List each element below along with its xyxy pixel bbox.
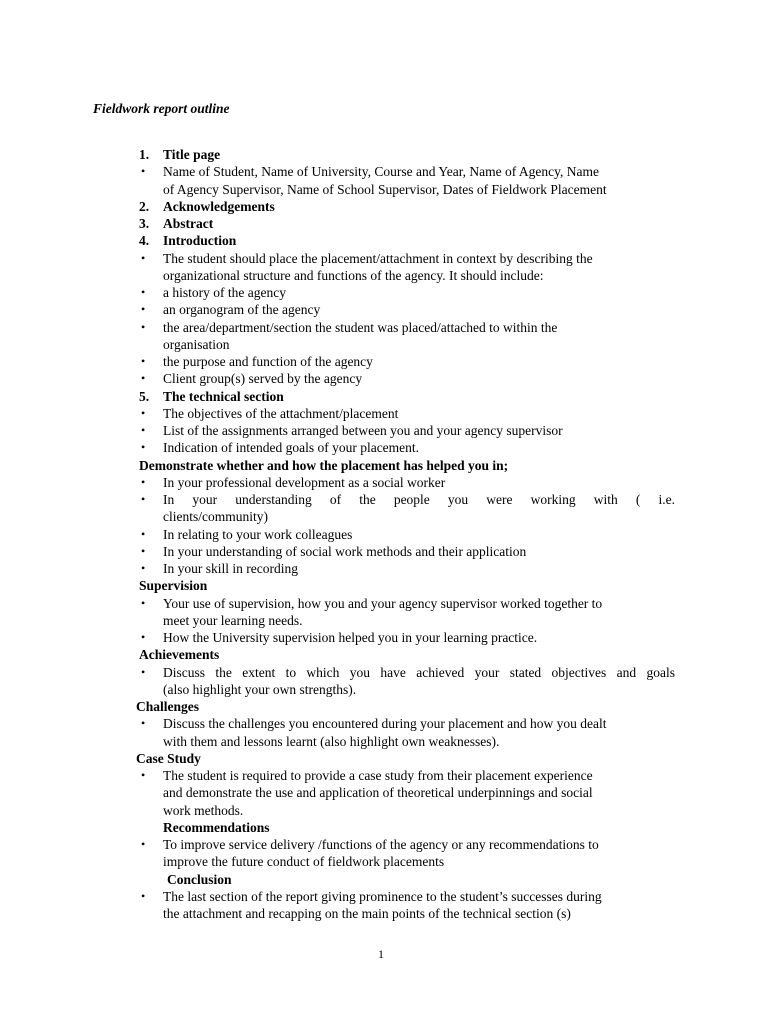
line-text: The technical section: [163, 388, 284, 404]
line-text: List of the assignments arranged between you and your agency supervisor: [163, 423, 563, 438]
bullet-icon: •: [141, 440, 146, 455]
line-text: with them and lessons learnt (also highlight own weaknesses).: [163, 733, 500, 749]
bullet-icon: •: [141, 664, 146, 679]
line-text: and demonstrate the use and application of theoretical underpinnings and social: [163, 785, 593, 801]
line-text: an organogram of the agency: [163, 302, 321, 318]
line-text: Abstract: [163, 216, 214, 231]
item-number: 5.: [139, 388, 150, 404]
line-text: The student is required to provide a case study from their placement experience: [163, 768, 593, 783]
bullet-icon: •: [141, 405, 146, 420]
item-number: 4.: [139, 233, 150, 249]
item-number: 1.: [139, 147, 150, 162]
line-text: To improve service delivery /functions of the agency or any recommendations to: [163, 837, 599, 852]
line-text: Name of Student, Name of University, Course and Year, Name of Agency, Name: [163, 164, 599, 180]
bullet-icon: •: [141, 595, 146, 610]
line-text: organizational structure and functions of the agency. It should include:: [163, 267, 544, 283]
bullet-icon: •: [141, 423, 146, 437]
bullet-icon: •: [141, 630, 146, 644]
bullet-icon: •: [141, 888, 146, 903]
bullet-icon: •: [141, 526, 146, 541]
line-text: Demonstrate whether and how the placement has helped you in;: [139, 457, 509, 473]
line-text: Discuss the challenges you encountered during your placement and how you dealt: [163, 716, 607, 732]
line-text: the area/department/section the student was placed/attached to within the: [163, 319, 558, 335]
line-text: the attachment and recapping on the main points of the technical section (s): [163, 906, 571, 921]
line-text: Conclusion: [167, 871, 232, 887]
bullet-icon: •: [141, 250, 146, 265]
item-number: 3.: [139, 216, 150, 231]
bullet-icon: •: [141, 561, 146, 575]
bullet-icon: •: [141, 319, 146, 334]
bullet-icon: •: [141, 543, 146, 558]
line-text: of Agency Supervisor, Name of School Supervisor, Dates of Fieldwork Placement: [163, 181, 607, 197]
bullet-icon: •: [141, 768, 146, 782]
line-text: In your skill in recording: [163, 561, 298, 576]
line-text: meet your learning needs.: [163, 612, 303, 628]
line-text: improve the future conduct of fieldwork placements: [163, 854, 445, 870]
line-text: In your understanding of social work methods and their application: [163, 543, 527, 559]
bullet-icon: •: [141, 302, 146, 317]
page-number: 1: [378, 947, 384, 961]
line-text: work methods.: [163, 802, 244, 818]
bullet-icon: •: [141, 354, 146, 368]
line-text: Acknowledgements: [163, 198, 275, 214]
item-number: 2.: [139, 198, 150, 214]
line-text: Achievements: [139, 647, 220, 663]
line-text: The student should place the placement/attachment in context by describing the: [163, 250, 593, 266]
bullet-icon: •: [141, 164, 146, 179]
line-text: Case Study: [136, 750, 201, 766]
line-text: Supervision: [139, 578, 208, 594]
line-text: the purpose and function of the agency: [163, 354, 373, 369]
line-text: In relating to your work colleagues: [163, 526, 353, 542]
line-text: Discuss the extent to which you have achieved your stated objectives and goals: [163, 664, 675, 680]
bullet-icon: •: [141, 716, 146, 731]
bullet-icon: •: [141, 371, 146, 386]
bullet-icon: •: [141, 285, 146, 299]
line-text: In your professional development as a social worker: [163, 474, 446, 490]
line-text: a history of the agency: [163, 285, 286, 300]
bullet-icon: •: [141, 837, 146, 851]
line-text: Client group(s) served by the agency: [163, 371, 363, 387]
line-text: The last section of the report giving prominence to the student’s successes during: [163, 888, 602, 904]
line-text: In your understanding of the people you were working with ( i.e.: [163, 492, 675, 507]
line-text: organisation: [163, 336, 230, 352]
document-title: Fieldwork report outline: [93, 101, 230, 116]
line-text: The objectives of the attachment/placement: [163, 405, 399, 421]
line-text: (also highlight your own strengths).: [163, 681, 357, 697]
line-text: Indication of intended goals of your placement.: [163, 440, 420, 456]
bullet-icon: •: [141, 492, 146, 506]
line-text: clients/community): [163, 509, 268, 525]
bullet-icon: •: [141, 474, 146, 489]
line-text: How the University supervision helped you in your learning practice.: [163, 630, 538, 645]
line-text: Title page: [163, 147, 221, 162]
line-text: Your use of supervision, how you and your agency supervisor worked together to: [163, 595, 603, 611]
line-text: Challenges: [136, 699, 200, 714]
line-text: Introduction: [163, 233, 237, 249]
line-text: Recommendations: [163, 819, 270, 835]
